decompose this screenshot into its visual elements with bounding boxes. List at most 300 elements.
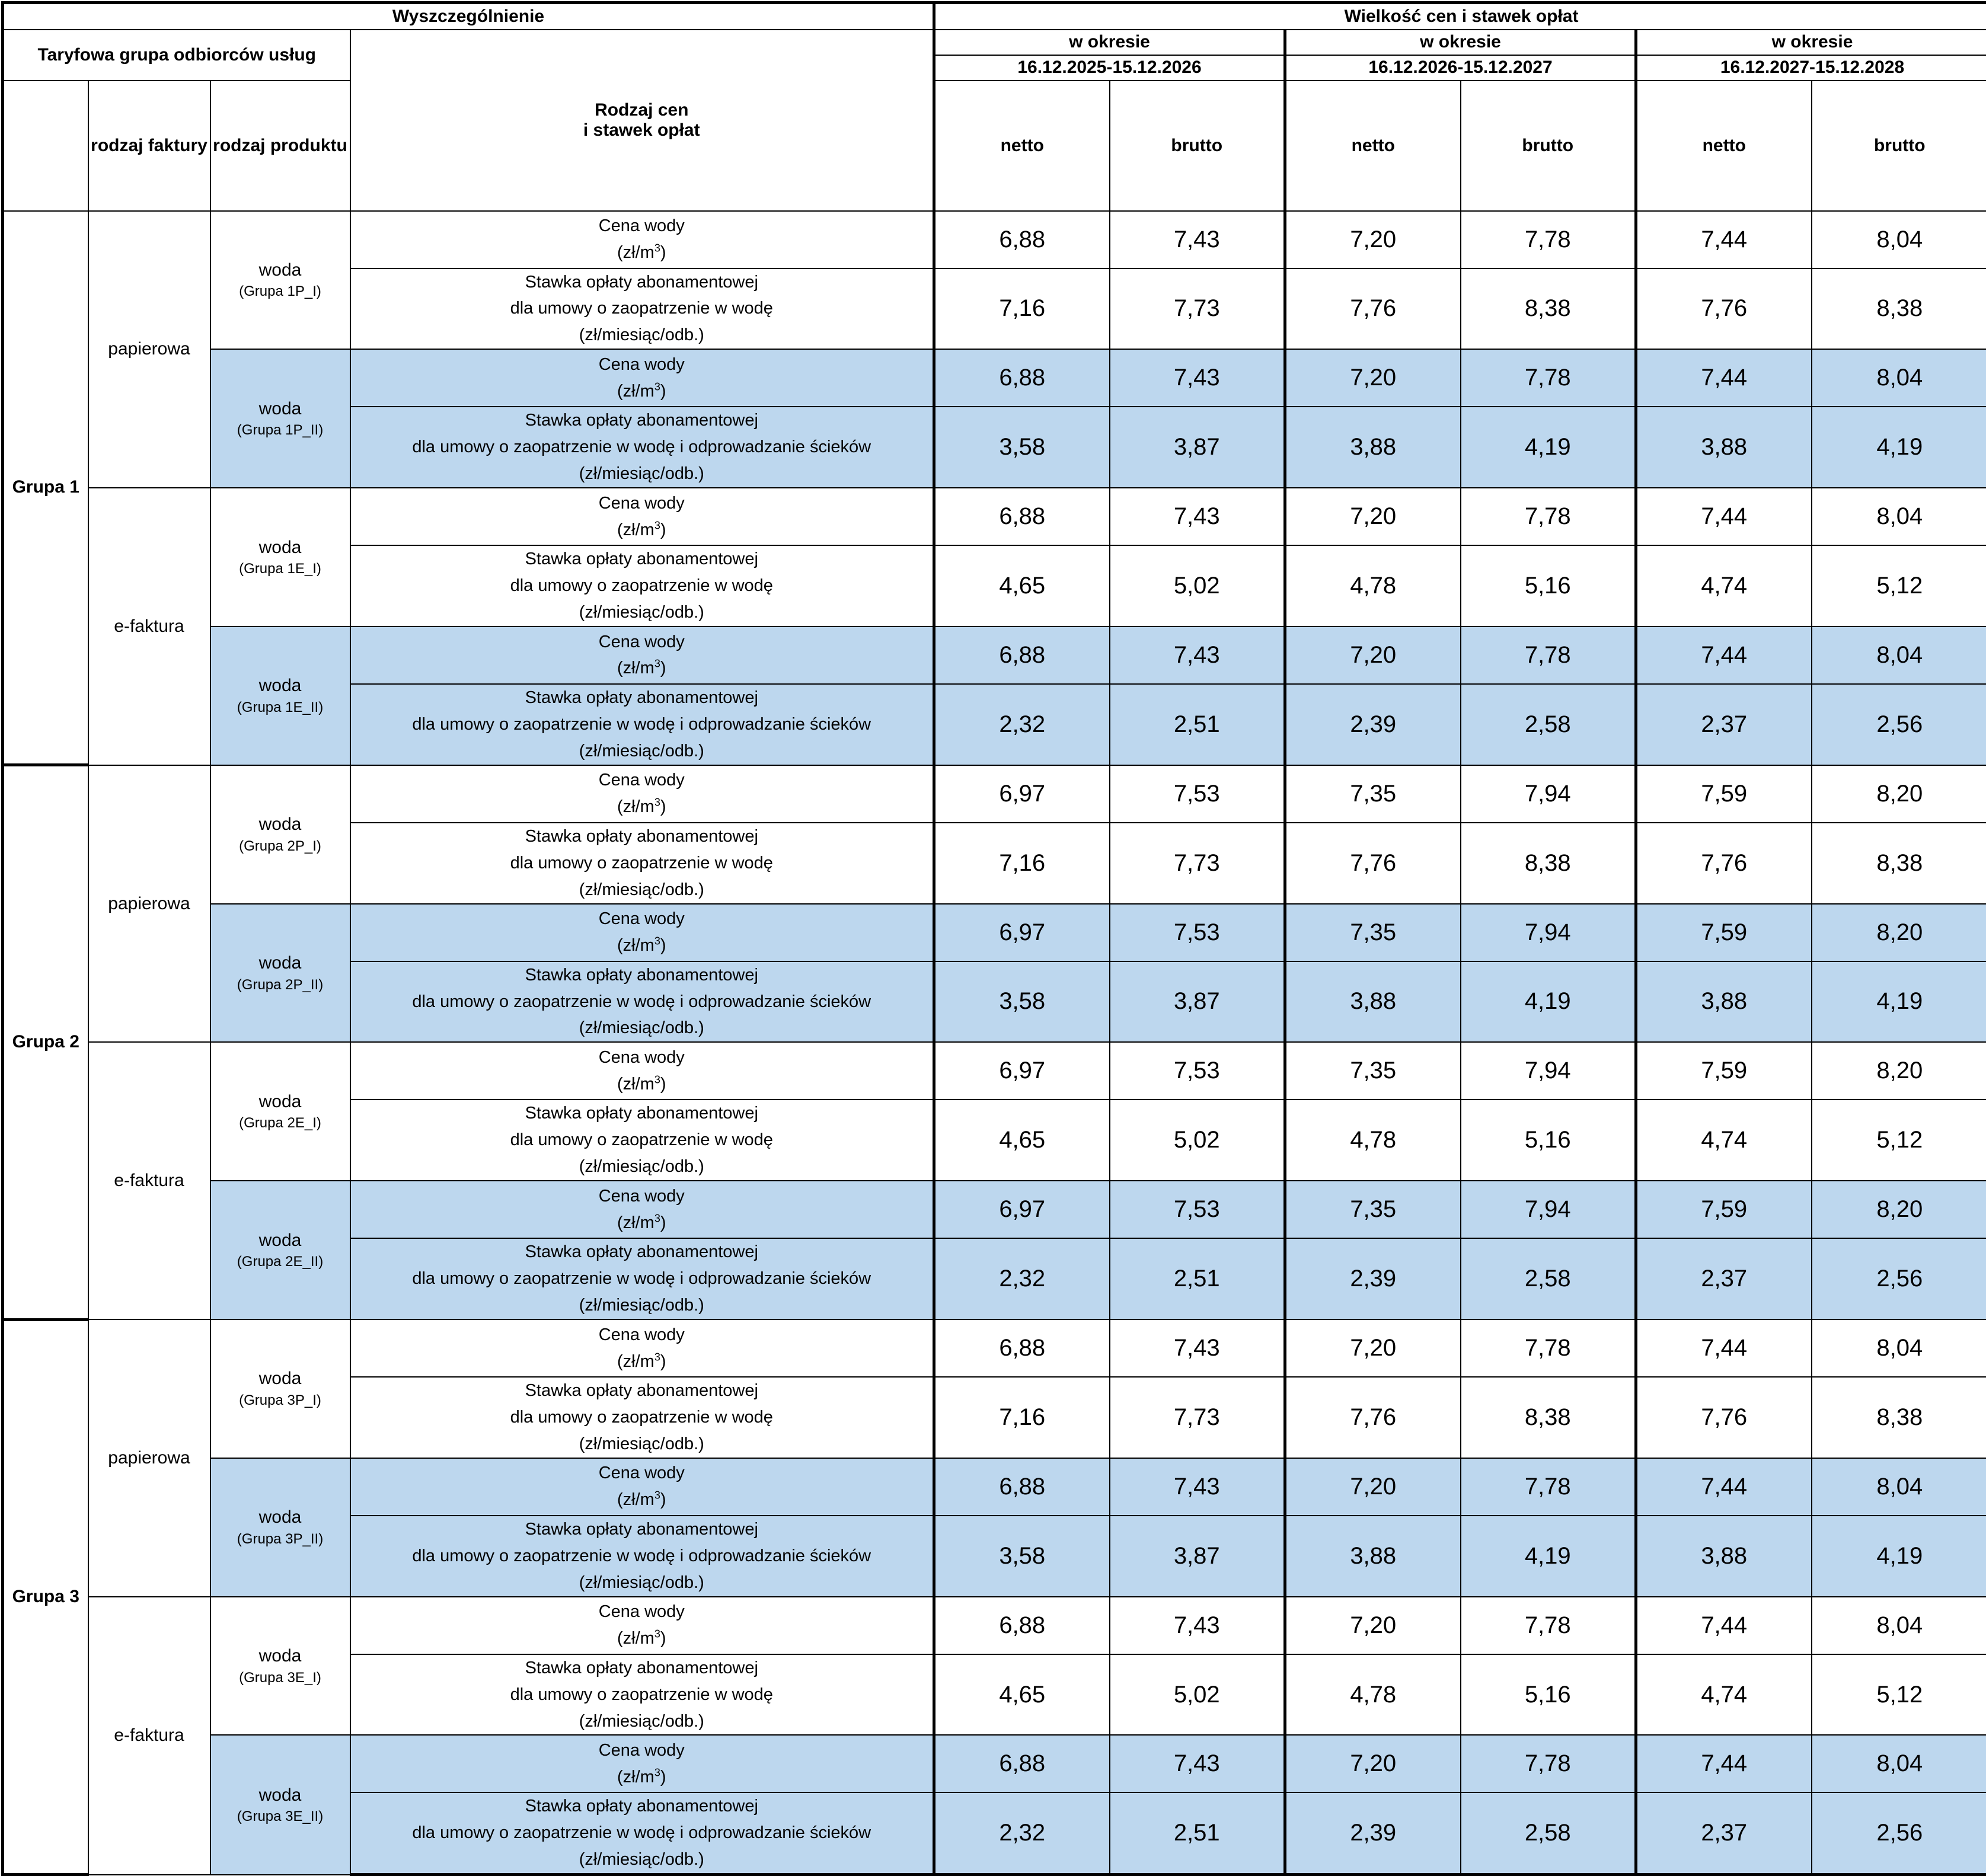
- netto-value: 4,74: [1636, 1654, 1812, 1736]
- subscription-fee-label: [350, 961, 934, 1043]
- fee-label-line1: Stawka opłaty abonamentowej: [351, 1655, 933, 1682]
- table-header: [3, 3, 1986, 211]
- netto-value: 2,32: [934, 684, 1110, 765]
- subscription-fee-label: [350, 545, 934, 627]
- brutto-value: 4,19: [1461, 407, 1636, 488]
- price-type-line2: i stawek opłat: [351, 120, 933, 140]
- price-unit-text: (zł/m: [617, 1352, 654, 1371]
- price-unit: [351, 655, 933, 682]
- brutto-value: 8,38: [1812, 823, 1986, 904]
- netto-value: 6,97: [934, 904, 1110, 961]
- netto-value: 7,20: [1285, 1319, 1461, 1377]
- price-label-line1: Cena wody: [351, 1599, 933, 1625]
- brutto-value: 8,38: [1461, 269, 1636, 350]
- netto-value: 7,20: [1285, 349, 1461, 407]
- product-name: woda: [211, 1090, 350, 1114]
- brutto-value: 5,16: [1461, 545, 1636, 627]
- netto-value: 4,78: [1285, 1654, 1461, 1736]
- netto-value: 6,97: [934, 1042, 1110, 1100]
- price-type-line1: Rodzaj cen: [351, 100, 933, 120]
- table-row: [3, 765, 1986, 823]
- brutto-value: 5,02: [1110, 545, 1285, 627]
- subscription-fee-label: [350, 684, 934, 765]
- netto-header-2: netto: [1285, 81, 1461, 211]
- price-unit-text: (zł/m: [617, 1490, 654, 1509]
- fee-label-line1: Stawka opłaty abonamentowej: [351, 1793, 933, 1820]
- water-price-label: [350, 1597, 934, 1654]
- brutto-value: 7,94: [1461, 765, 1636, 823]
- product-cell: [210, 627, 350, 765]
- table-row: [3, 1319, 1986, 1377]
- product-cell: [210, 1042, 350, 1181]
- product-name: woda: [211, 674, 350, 698]
- netto-value: 2,39: [1285, 684, 1461, 765]
- netto-value: 4,78: [1285, 1100, 1461, 1181]
- netto-header-1: netto: [934, 81, 1110, 211]
- netto-value: 7,44: [1636, 1735, 1812, 1792]
- netto-value: 7,59: [1636, 1181, 1812, 1238]
- brutto-value: 5,12: [1812, 1100, 1986, 1181]
- price-unit-text: (zł/m: [617, 797, 654, 816]
- product-code: (Grupa 1E_I): [211, 560, 350, 579]
- water-price-label: [350, 1319, 934, 1377]
- fee-label-unit: (zł/miesiąc/odb.): [351, 322, 933, 349]
- price-unit: [351, 239, 933, 266]
- specification-header: Wyszczególnienie: [3, 3, 934, 30]
- invoice-type: papierowa: [88, 211, 210, 488]
- netto-value: 6,88: [934, 1735, 1110, 1792]
- netto-value: 7,44: [1636, 627, 1812, 684]
- fee-label-line2: dla umowy o zaopatrzenie w wodę: [351, 1682, 933, 1708]
- netto-value: 7,44: [1636, 1458, 1812, 1516]
- product-name: woda: [211, 258, 350, 283]
- netto-value: 7,16: [934, 269, 1110, 350]
- price-unit: [351, 517, 933, 544]
- netto-value: 7,20: [1285, 627, 1461, 684]
- price-unit-text: (zł/m: [617, 1768, 654, 1786]
- netto-value: 3,58: [934, 1516, 1110, 1597]
- group-name: Grupa 2: [3, 765, 88, 1319]
- fee-label-line2: dla umowy o zaopatrzenie w wodę i odprowadzanie ścieków: [351, 711, 933, 738]
- fee-label-unit: (zł/miesiąc/odb.): [351, 738, 933, 765]
- netto-value: 3,88: [1285, 1516, 1461, 1597]
- fee-label-unit: (zł/miesiąc/odb.): [351, 1570, 933, 1596]
- price-label-line1: Cena wody: [351, 213, 933, 239]
- netto-value: 7,16: [934, 823, 1110, 904]
- price-unit: [351, 1625, 933, 1652]
- brutto-value: 7,73: [1110, 823, 1285, 904]
- fee-label-line1: Stawka opłaty abonamentowej: [351, 962, 933, 989]
- fee-label-line1: Stawka opłaty abonamentowej: [351, 407, 933, 434]
- subscription-fee-label: [350, 1516, 934, 1597]
- brutto-value: 2,56: [1812, 684, 1986, 765]
- brutto-value: 8,20: [1812, 1181, 1986, 1238]
- fee-label-line2: dla umowy o zaopatrzenie w wodę: [351, 850, 933, 877]
- brutto-value: 7,43: [1110, 627, 1285, 684]
- price-label-line1: Cena wody: [351, 1322, 933, 1348]
- product-code: (Grupa 2P_II): [211, 976, 350, 995]
- netto-value: 6,97: [934, 1181, 1110, 1238]
- subscription-fee-label: [350, 823, 934, 904]
- water-price-label: [350, 1181, 934, 1238]
- subscription-fee-label: [350, 1377, 934, 1458]
- brutto-value: 2,51: [1110, 684, 1285, 765]
- netto-value: 6,88: [934, 211, 1110, 269]
- netto-value: 7,44: [1636, 1319, 1812, 1377]
- netto-value: 6,88: [934, 627, 1110, 684]
- netto-value: 3,88: [1636, 961, 1812, 1043]
- price-unit-close: ): [660, 1075, 666, 1094]
- brutto-value: 7,78: [1461, 1458, 1636, 1516]
- product-code: (Grupa 2P_I): [211, 837, 350, 856]
- netto-value: 4,65: [934, 545, 1110, 627]
- price-unit-close: ): [660, 1352, 666, 1371]
- brutto-value: 2,58: [1461, 684, 1636, 765]
- price-label-line1: Cena wody: [351, 906, 933, 932]
- brutto-value: 4,19: [1812, 1516, 1986, 1597]
- fee-label-unit: (zł/miesiąc/odb.): [351, 461, 933, 487]
- price-unit-exponent: 3: [654, 935, 660, 947]
- brutto-value: 2,58: [1461, 1238, 1636, 1319]
- brutto-header-3: brutto: [1812, 81, 1986, 211]
- netto-value: 7,44: [1636, 488, 1812, 545]
- brutto-value: 5,12: [1812, 545, 1986, 627]
- brutto-value: 8,04: [1812, 1458, 1986, 1516]
- product-cell: [210, 1181, 350, 1319]
- netto-value: 7,76: [1636, 823, 1812, 904]
- product-cell: [210, 765, 350, 904]
- product-code: (Grupa 3P_I): [211, 1391, 350, 1410]
- price-label-line1: Cena wody: [351, 351, 933, 378]
- netto-value: 7,35: [1285, 765, 1461, 823]
- brutto-value: 7,78: [1461, 627, 1636, 684]
- price-unit-text: (zł/m: [617, 243, 654, 262]
- brutto-value: 2,56: [1812, 1792, 1986, 1874]
- fee-label-unit: (zł/miesiąc/odb.): [351, 877, 933, 903]
- netto-value: 4,78: [1285, 545, 1461, 627]
- brutto-value: 2,56: [1812, 1238, 1986, 1319]
- price-unit: [351, 932, 933, 959]
- table-row: [3, 904, 1986, 961]
- price-unit-text: (zł/m: [617, 936, 654, 955]
- group-name: Grupa 1: [3, 211, 88, 765]
- subscription-fee-label: [350, 407, 934, 488]
- price-unit-close: ): [660, 1768, 666, 1786]
- price-unit: [351, 1071, 933, 1098]
- group-header-blank: [3, 81, 88, 211]
- price-unit-exponent: 3: [654, 1073, 660, 1085]
- table-row: [3, 349, 1986, 407]
- price-unit-close: ): [660, 659, 666, 677]
- fee-label-line1: Stawka opłaty abonamentowej: [351, 1378, 933, 1404]
- netto-value: 7,76: [1285, 269, 1461, 350]
- price-label-line1: Cena wody: [351, 1183, 933, 1210]
- netto-value: 3,88: [1285, 961, 1461, 1043]
- table-row: [3, 488, 1986, 545]
- brutto-value: 5,02: [1110, 1100, 1285, 1181]
- fee-label-unit: (zł/miesiąc/odb.): [351, 1153, 933, 1180]
- price-unit-exponent: 3: [654, 1212, 660, 1224]
- brutto-value: 3,87: [1110, 961, 1285, 1043]
- netto-value: 4,65: [934, 1654, 1110, 1736]
- period-dates-2: 16.12.2026-15.12.2027: [1285, 55, 1636, 81]
- product-name: woda: [211, 1229, 350, 1253]
- price-unit-close: ): [660, 1213, 666, 1232]
- fee-label-unit: (zł/miesiąc/odb.): [351, 1846, 933, 1873]
- brutto-value: 7,53: [1110, 1181, 1285, 1238]
- prices-rates-header: Wielkość cen i stawek opłat: [934, 3, 1986, 30]
- brutto-value: 7,43: [1110, 211, 1285, 269]
- brutto-value: 8,20: [1812, 1042, 1986, 1100]
- brutto-value: 2,51: [1110, 1238, 1285, 1319]
- fee-label-line1: Stawka opłaty abonamentowej: [351, 1239, 933, 1265]
- product-cell: [210, 349, 350, 488]
- product-cell: [210, 1735, 350, 1874]
- table-row: [3, 1181, 1986, 1238]
- price-unit: [351, 1210, 933, 1236]
- brutto-value: 7,78: [1461, 1597, 1636, 1654]
- price-unit: [351, 794, 933, 820]
- fee-label-line1: Stawka opłaty abonamentowej: [351, 1516, 933, 1543]
- subscription-fee-label: [350, 269, 934, 350]
- product-name: woda: [211, 536, 350, 560]
- brutto-value: 7,43: [1110, 1319, 1285, 1377]
- brutto-value: 4,19: [1812, 961, 1986, 1043]
- product-code: (Grupa 2E_II): [211, 1252, 350, 1271]
- price-unit: [351, 1348, 933, 1375]
- price-unit-close: ): [660, 520, 666, 539]
- brutto-value: 4,19: [1461, 961, 1636, 1043]
- water-price-label: [350, 904, 934, 961]
- brutto-value: 5,16: [1461, 1654, 1636, 1736]
- brutto-value: 8,04: [1812, 349, 1986, 407]
- netto-value: 7,59: [1636, 904, 1812, 961]
- netto-value: 4,74: [1636, 1100, 1812, 1181]
- product-code: (Grupa 3E_II): [211, 1807, 350, 1826]
- price-unit-text: (zł/m: [617, 520, 654, 539]
- brutto-value: 7,78: [1461, 349, 1636, 407]
- netto-value: 7,44: [1636, 1597, 1812, 1654]
- table-row: [3, 627, 1986, 684]
- price-unit-close: ): [660, 1629, 666, 1648]
- netto-value: 7,76: [1636, 269, 1812, 350]
- product-cell: [210, 1458, 350, 1597]
- price-type-header: [350, 30, 934, 211]
- fee-label-line2: dla umowy o zaopatrzenie w wodę i odprowadzanie ścieków: [351, 434, 933, 461]
- price-unit-exponent: 3: [654, 519, 660, 531]
- price-unit-close: ): [660, 1490, 666, 1509]
- netto-value: 7,35: [1285, 1181, 1461, 1238]
- product-cell: [210, 904, 350, 1043]
- price-label-line1: Cena wody: [351, 1460, 933, 1487]
- brutto-value: 5,16: [1461, 1100, 1636, 1181]
- fee-label-line2: dla umowy o zaopatrzenie w wodę i odprowadzanie ścieków: [351, 989, 933, 1015]
- brutto-value: 7,94: [1461, 1042, 1636, 1100]
- netto-value: 7,76: [1285, 823, 1461, 904]
- netto-value: 2,32: [934, 1792, 1110, 1874]
- product-cell: [210, 1597, 350, 1736]
- brutto-value: 7,94: [1461, 904, 1636, 961]
- netto-value: 3,58: [934, 407, 1110, 488]
- brutto-header-2: brutto: [1461, 81, 1636, 211]
- tariff-table: [1, 1, 1986, 1876]
- fee-label-unit: (zł/miesiąc/odb.): [351, 1015, 933, 1041]
- product-name: woda: [211, 813, 350, 837]
- table-row: [3, 1042, 1986, 1100]
- netto-value: 2,39: [1285, 1792, 1461, 1874]
- fee-label-line2: dla umowy o zaopatrzenie w wodę i odprowadzanie ścieków: [351, 1820, 933, 1846]
- water-price-label: [350, 1735, 934, 1792]
- price-unit-exponent: 3: [654, 1766, 660, 1778]
- price-label-line1: Cena wody: [351, 629, 933, 656]
- netto-value: 2,37: [1636, 684, 1812, 765]
- netto-value: 7,35: [1285, 1042, 1461, 1100]
- brutto-value: 7,53: [1110, 765, 1285, 823]
- netto-value: 3,88: [1636, 1516, 1812, 1597]
- brutto-value: 7,78: [1461, 1735, 1636, 1792]
- price-unit-text: (zł/m: [617, 1075, 654, 1094]
- brutto-value: 7,73: [1110, 1377, 1285, 1458]
- brutto-value: 3,87: [1110, 1516, 1285, 1597]
- brutto-value: 8,04: [1812, 1597, 1986, 1654]
- fee-label-unit: (zł/miesiąc/odb.): [351, 599, 933, 626]
- table-row: [3, 1458, 1986, 1516]
- period-label-2: w okresie: [1285, 30, 1636, 55]
- brutto-value: 5,12: [1812, 1654, 1986, 1736]
- netto-value: 3,58: [934, 961, 1110, 1043]
- water-price-label: [350, 211, 934, 269]
- period-label-3: w okresie: [1636, 30, 1986, 55]
- price-unit-text: (zł/m: [617, 659, 654, 677]
- brutto-value: 8,04: [1812, 627, 1986, 684]
- fee-label-line1: Stawka opłaty abonamentowej: [351, 269, 933, 296]
- product-code: (Grupa 1P_II): [211, 421, 350, 440]
- fee-label-line2: dla umowy o zaopatrzenie w wodę: [351, 295, 933, 322]
- netto-value: 3,88: [1285, 407, 1461, 488]
- subscription-fee-label: [350, 1654, 934, 1736]
- subscription-fee-label: [350, 1100, 934, 1181]
- brutto-value: 3,87: [1110, 407, 1285, 488]
- netto-value: 6,88: [934, 1458, 1110, 1516]
- invoice-type: papierowa: [88, 765, 210, 1043]
- brutto-value: 8,38: [1461, 823, 1636, 904]
- price-unit-exponent: 3: [654, 381, 660, 392]
- brutto-value: 4,19: [1461, 1516, 1636, 1597]
- brutto-value: 8,04: [1812, 1735, 1986, 1792]
- brutto-value: 8,38: [1461, 1377, 1636, 1458]
- water-price-label: [350, 349, 934, 407]
- fee-label-line1: Stawka opłaty abonamentowej: [351, 546, 933, 573]
- brutto-value: 8,38: [1812, 269, 1986, 350]
- price-unit-text: (zł/m: [617, 1629, 654, 1648]
- price-unit-text: (zł/m: [617, 382, 654, 401]
- price-label-line1: Cena wody: [351, 767, 933, 794]
- brutto-value: 7,43: [1110, 1458, 1285, 1516]
- product-name: woda: [211, 397, 350, 421]
- brutto-value: 7,78: [1461, 488, 1636, 545]
- invoice-type: e-faktura: [88, 1597, 210, 1875]
- subscription-fee-label: [350, 1238, 934, 1319]
- netto-value: 4,65: [934, 1100, 1110, 1181]
- product-code: (Grupa 1E_II): [211, 698, 350, 717]
- product-name: woda: [211, 1644, 350, 1669]
- price-unit-exponent: 3: [654, 1351, 660, 1363]
- invoice-type-header: rodzaj faktury: [88, 81, 210, 211]
- fee-label-line1: Stawka opłaty abonamentowej: [351, 685, 933, 711]
- fee-label-line2: dla umowy o zaopatrzenie w wodę: [351, 1404, 933, 1431]
- fee-label-line2: dla umowy o zaopatrzenie w wodę: [351, 573, 933, 599]
- water-price-label: [350, 488, 934, 545]
- netto-value: 7,59: [1636, 1042, 1812, 1100]
- netto-value: 3,88: [1636, 407, 1812, 488]
- brutto-value: 7,78: [1461, 1319, 1636, 1377]
- brutto-header-1: brutto: [1110, 81, 1285, 211]
- brutto-value: 7,43: [1110, 1735, 1285, 1792]
- fee-label-unit: (zł/miesiąc/odb.): [351, 1708, 933, 1735]
- netto-value: 7,16: [934, 1377, 1110, 1458]
- price-unit-text: (zł/m: [617, 1213, 654, 1232]
- brutto-value: 8,20: [1812, 765, 1986, 823]
- netto-value: 7,44: [1636, 349, 1812, 407]
- brutto-value: 8,20: [1812, 904, 1986, 961]
- product-cell: [210, 488, 350, 627]
- netto-value: 7,20: [1285, 1735, 1461, 1792]
- brutto-value: 8,04: [1812, 1319, 1986, 1377]
- netto-value: 7,76: [1636, 1377, 1812, 1458]
- brutto-value: 7,73: [1110, 269, 1285, 350]
- product-name: woda: [211, 1367, 350, 1391]
- fee-label-unit: (zł/miesiąc/odb.): [351, 1292, 933, 1319]
- tariff-group-header: Taryfowa grupa odbiorców usług: [3, 30, 350, 81]
- price-unit-exponent: 3: [654, 242, 660, 254]
- netto-value: 6,97: [934, 765, 1110, 823]
- fee-label-line2: dla umowy o zaopatrzenie w wodę i odprowadzanie ścieków: [351, 1265, 933, 1292]
- brutto-value: 7,53: [1110, 1042, 1285, 1100]
- price-unit-close: ): [660, 936, 666, 955]
- netto-value: 7,20: [1285, 211, 1461, 269]
- brutto-value: 2,58: [1461, 1792, 1636, 1874]
- price-unit-close: ): [660, 243, 666, 262]
- brutto-value: 7,43: [1110, 1597, 1285, 1654]
- invoice-type: e-faktura: [88, 1042, 210, 1319]
- table-row: [3, 211, 1986, 269]
- table-row: [3, 1735, 1986, 1792]
- brutto-value: 7,53: [1110, 904, 1285, 961]
- product-code: (Grupa 3P_II): [211, 1530, 350, 1549]
- netto-value: 7,59: [1636, 765, 1812, 823]
- fee-label-line1: Stawka opłaty abonamentowej: [351, 1100, 933, 1127]
- price-unit: [351, 1487, 933, 1513]
- group-name: Grupa 3: [3, 1319, 88, 1875]
- table-row: [3, 1597, 1986, 1654]
- product-code: (Grupa 2E_I): [211, 1114, 350, 1133]
- netto-header-3: netto: [1636, 81, 1812, 211]
- netto-value: 6,88: [934, 1597, 1110, 1654]
- fee-label-line1: Stawka opłaty abonamentowej: [351, 823, 933, 850]
- fee-label-line2: dla umowy o zaopatrzenie w wodę i odprowadzanie ścieków: [351, 1543, 933, 1570]
- price-label-line1: Cena wody: [351, 1737, 933, 1764]
- netto-value: 7,20: [1285, 488, 1461, 545]
- brutto-value: 7,43: [1110, 349, 1285, 407]
- period-label-1: w okresie: [934, 30, 1285, 55]
- brutto-value: 8,04: [1812, 488, 1986, 545]
- netto-value: 6,88: [934, 349, 1110, 407]
- product-name: woda: [211, 951, 350, 976]
- brutto-value: 4,19: [1812, 407, 1986, 488]
- price-unit-close: ): [660, 797, 666, 816]
- water-price-label: [350, 765, 934, 823]
- water-price-label: [350, 1042, 934, 1100]
